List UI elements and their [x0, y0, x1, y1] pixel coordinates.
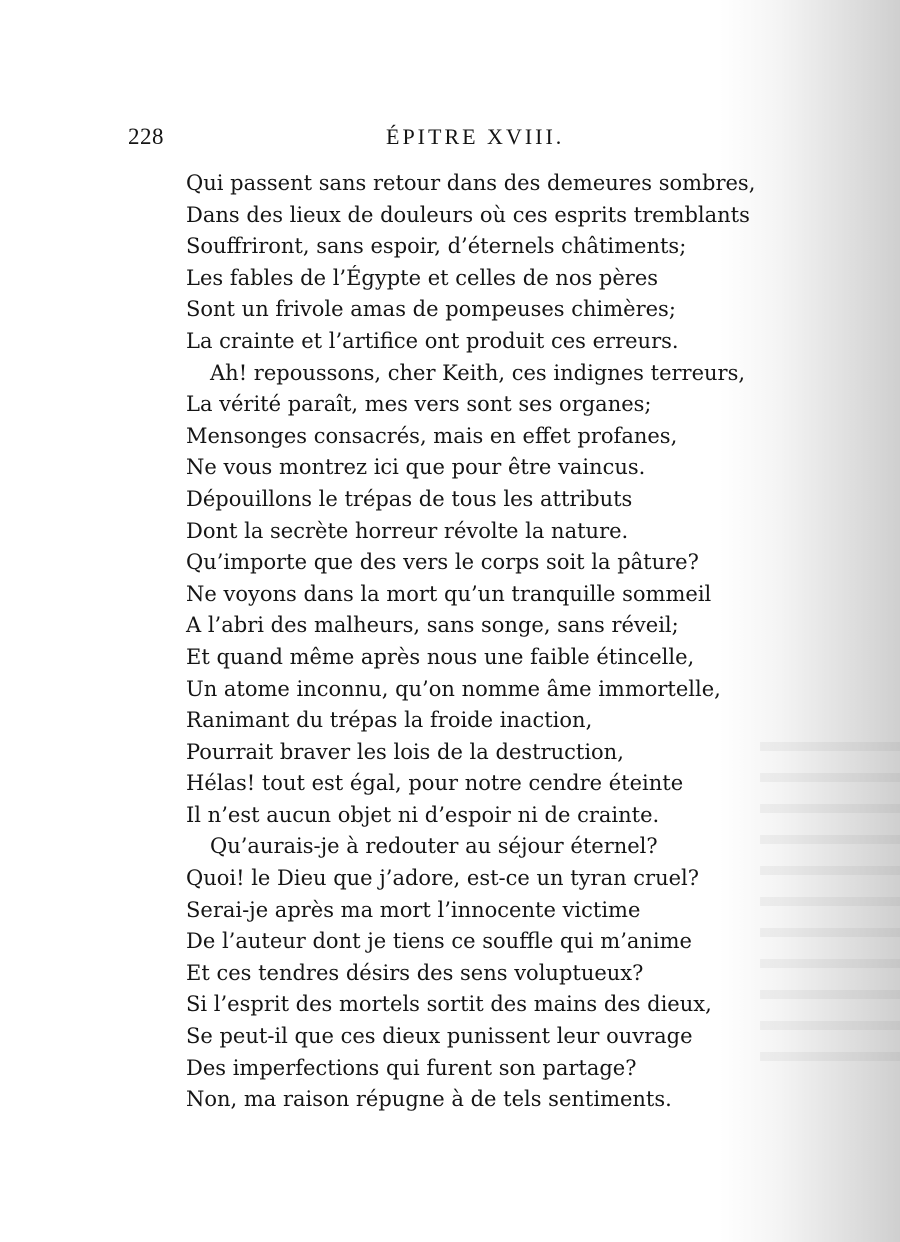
poem-line: La crainte et l’artifice ont produit ces erreurs.: [186, 328, 679, 353]
poem-line: Quoi! le Dieu que j’adore, est-ce un tyran cruel?: [186, 866, 700, 891]
page-number: 228: [128, 124, 164, 149]
poem-line: Des imperfections qui furent son partage?: [186, 1055, 637, 1080]
poem-line: Dans des lieux de douleurs où ces esprits tremblants: [186, 202, 750, 227]
poem-line: Serai-je après ma mort l’innocente victime: [186, 897, 641, 922]
poem-line: Se peut-il que ces dieux punissent leur ouvrage: [186, 1024, 693, 1049]
poem-line: Souffriront, sans espoir, d’éternels châtiments;: [186, 234, 687, 259]
poem-line: Mensonges consacrés, mais en effet profanes,: [186, 423, 678, 448]
poem-line: Si l’esprit des mortels sortit des mains des dieux,: [186, 992, 712, 1017]
poem-line: Pourrait braver les lois de la destruction,: [186, 739, 624, 764]
poem-line: Ne vous montrez ici que pour être vaincus.: [186, 455, 646, 480]
poem-body: [186, 168, 786, 1116]
poem-line: Qui passent sans retour dans des demeures sombres,: [186, 171, 756, 195]
poem-line: Qu’importe que des vers le corps soit la pâture?: [186, 550, 699, 575]
poem-line: De l’auteur dont je tiens ce souffle qui m’anime: [186, 929, 692, 954]
poem-line: Dont la secrète horreur révolte la nature.: [186, 518, 629, 543]
poem-line: Les fables de l’Égypte et celles de nos pères: [186, 265, 659, 290]
poem-line: Ne voyons dans la mort qu’un tranquille sommeil: [186, 581, 712, 606]
running-head: ÉPITRE XVIII.: [386, 124, 565, 149]
poem-line: Non, ma raison répugne à de tels sentiments.: [186, 1087, 672, 1112]
poem-line: A l’abri des malheurs, sans songe, sans réveil;: [186, 613, 679, 638]
poem-line: Sont un frivole amas de pompeuses chimères;: [186, 297, 676, 322]
poem-line: Il n’est aucun objet ni d’espoir ni de crainte.: [186, 802, 660, 827]
poem-line: Ah! repoussons, cher Keith, ces indignes terreurs,: [210, 360, 746, 385]
poem-line: Hélas! tout est égal, pour notre cendre éteinte: [186, 771, 684, 796]
poem-line: Dépouillons le trépas de tous les attributs: [186, 486, 633, 511]
poem-line: Un atome inconnu, qu’on nomme âme immortelle,: [186, 676, 721, 701]
poem-line: Et quand même après nous une faible étincelle,: [186, 644, 695, 669]
poem-line: Et ces tendres désirs des sens voluptueux?: [186, 960, 644, 985]
poem-line: Qu’aurais-je à redouter au séjour éternel?: [210, 834, 658, 859]
poem-line: La vérité paraît, mes vers sont ses organes;: [186, 392, 652, 417]
poem-line: Ranimant du trépas la froide inaction,: [186, 708, 593, 733]
